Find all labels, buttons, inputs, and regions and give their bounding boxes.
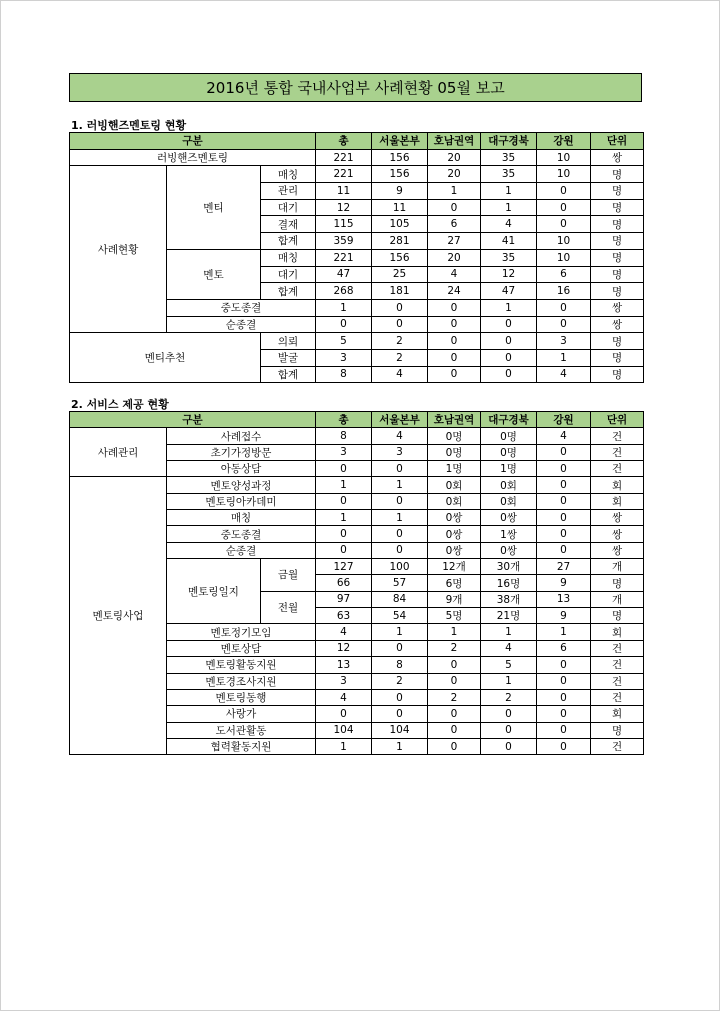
row-label: 멘토링아카데미 [167,493,316,509]
cell: 0 [537,526,591,542]
cell: 0 [537,706,591,722]
cell: 0 [537,738,591,754]
cell: 4 [316,689,372,705]
group-label: 전월 [261,591,316,624]
header-cell: 단위 [591,412,644,428]
cell: 156 [372,149,428,166]
cell: 건 [591,640,644,656]
section-1-heading: 1. 러빙핸즈멘토링 현황 [71,119,187,132]
cell: 1명 [428,461,481,477]
cell: 9개 [428,591,481,607]
cell: 27 [537,559,591,575]
row-label: 의뢰 [261,333,316,350]
table-row [70,428,644,444]
table-row [70,166,644,183]
cell: 115 [316,216,372,233]
cell: 0 [428,316,481,333]
cell: 0 [316,526,372,542]
cell: 3 [316,349,372,366]
cell: 4 [481,640,537,656]
cell: 0 [481,722,537,738]
cell: 0 [537,316,591,333]
cell: 0명 [481,444,537,460]
cell: 0쌍 [428,526,481,542]
cell: 0 [428,673,481,689]
cell: 221 [316,149,372,166]
cell: 5 [316,333,372,350]
cell: 명 [591,366,644,383]
cell: 0 [428,722,481,738]
cell: 쌍 [591,316,644,333]
cell: 명 [591,249,644,266]
row-label: 발굴 [261,349,316,366]
cell: 11 [316,183,372,200]
header-cell: 호남권역 [428,412,481,428]
cell: 0 [537,199,591,216]
cell: 3 [537,333,591,350]
cell: 105 [372,216,428,233]
row-label: 초기가정방문 [167,444,316,460]
cell: 0 [481,738,537,754]
row-label: 사례접수 [167,428,316,444]
cell: 건 [591,444,644,460]
cell: 쌍 [591,526,644,542]
cell: 2 [428,689,481,705]
group-label: 멘토링일지 [167,559,261,624]
row-label: 결재 [261,216,316,233]
cell: 66 [316,575,372,591]
cell: 명 [591,233,644,250]
cell: 0 [316,316,372,333]
cell: 2 [372,333,428,350]
cell: 1 [372,738,428,754]
cell: 0 [428,349,481,366]
header-cell: 단위 [591,133,644,150]
row-label: 합계 [261,366,316,383]
cell: 1 [537,624,591,640]
cell: 0 [372,493,428,509]
cell: 1 [481,299,537,316]
group-label: 멘티추천 [70,333,261,383]
cell: 47 [481,283,537,300]
header-cell: 서울본부 [372,133,428,150]
cell: 97 [316,591,372,607]
cell: 3 [316,673,372,689]
cell: 281 [372,233,428,250]
header-cell: 구분 [70,133,316,150]
cell: 104 [372,722,428,738]
cell: 1쌍 [481,526,537,542]
cell: 1 [537,349,591,366]
cell: 4 [481,216,537,233]
row-label: 매칭 [261,249,316,266]
cell: 0 [428,199,481,216]
header-cell: 총 [316,133,372,150]
row-label: 관리 [261,183,316,200]
cell: 1 [372,624,428,640]
cell: 0 [428,333,481,350]
cell: 0 [316,461,372,477]
cell: 쌍 [591,149,644,166]
row-label: 중도종결 [167,299,316,316]
cell: 2 [372,673,428,689]
cell: 10 [537,249,591,266]
cell: 0명 [428,428,481,444]
cell: 5명 [428,608,481,624]
cell: 건 [591,428,644,444]
group-label: 멘티 [167,166,261,249]
report-title: 2016년 통합 국내사업부 사례현황 05월 보고 [69,73,642,102]
cell: 57 [372,575,428,591]
row-label: 합계 [261,233,316,250]
cell: 4 [537,428,591,444]
cell: 16 [537,283,591,300]
cell: 0 [537,657,591,673]
cell: 24 [428,283,481,300]
header-cell: 서울본부 [372,412,428,428]
cell: 개 [591,591,644,607]
row-label: 순종결 [167,542,316,558]
cell: 0 [428,738,481,754]
cell: 회 [591,477,644,493]
cell: 명 [591,333,644,350]
cell: 3 [372,444,428,460]
cell: 0 [537,493,591,509]
cell: 2 [428,640,481,656]
cell: 명 [591,166,644,183]
mentoring-status-table [69,132,644,383]
cell: 0 [537,461,591,477]
cell: 개 [591,559,644,575]
row-label: 중도종결 [167,526,316,542]
cell: 1 [481,199,537,216]
cell: 0 [537,673,591,689]
cell: 1 [428,183,481,200]
cell: 건 [591,673,644,689]
cell: 0 [372,526,428,542]
cell: 0 [372,542,428,558]
cell: 1명 [481,461,537,477]
cell: 6 [428,216,481,233]
cell: 104 [316,722,372,738]
cell: 0 [537,183,591,200]
cell: 명 [591,283,644,300]
table-row [70,477,644,493]
cell: 1 [316,510,372,526]
cell: 221 [316,249,372,266]
cell: 4 [537,366,591,383]
service-status-table [69,411,644,755]
cell: 0 [537,477,591,493]
cell: 11 [372,199,428,216]
cell: 0 [372,299,428,316]
row-label: 도서관활동 [167,722,316,738]
row-label: 대기 [261,199,316,216]
cell: 0 [537,722,591,738]
table-header-row [70,412,644,428]
cell: 0 [372,689,428,705]
cell: 0쌍 [428,510,481,526]
row-label: 러빙핸즈멘토링 [70,149,316,166]
cell: 0명 [481,428,537,444]
cell: 건 [591,461,644,477]
cell: 35 [481,166,537,183]
row-label: 합계 [261,283,316,300]
cell: 12 [316,640,372,656]
cell: 4 [372,428,428,444]
cell: 0 [372,316,428,333]
cell: 12 [316,199,372,216]
row-label: 멘토경조사지원 [167,673,316,689]
cell: 0 [537,444,591,460]
cell: 4 [316,624,372,640]
cell: 9 [537,575,591,591]
cell: 0 [316,542,372,558]
cell: 5 [481,657,537,673]
cell: 1 [428,624,481,640]
cell: 13 [537,591,591,607]
cell: 0 [316,706,372,722]
cell: 221 [316,166,372,183]
cell: 2 [372,349,428,366]
row-label: 멘토양성과정 [167,477,316,493]
cell: 0쌍 [481,542,537,558]
cell: 회 [591,706,644,722]
cell: 20 [428,166,481,183]
cell: 16명 [481,575,537,591]
cell: 0회 [428,477,481,493]
group-label: 금월 [261,559,316,592]
cell: 1 [481,673,537,689]
cell: 2 [481,689,537,705]
cell: 0쌍 [481,510,537,526]
cell: 0 [537,299,591,316]
header-cell: 대구경북 [481,412,537,428]
cell: 쌍 [591,299,644,316]
cell: 0 [428,657,481,673]
cell: 명 [591,608,644,624]
cell: 47 [316,266,372,283]
cell: 8 [316,366,372,383]
row-label: 아동상담 [167,461,316,477]
group-label: 멘토 [167,249,261,299]
cell: 8 [316,428,372,444]
cell: 10 [537,166,591,183]
cell: 0 [372,461,428,477]
cell: 0 [481,349,537,366]
cell: 0 [428,366,481,383]
cell: 0명 [428,444,481,460]
cell: 0 [372,706,428,722]
cell: 0 [372,640,428,656]
header-cell: 강원 [537,133,591,150]
table-header-row [70,133,644,150]
cell: 0 [537,689,591,705]
cell: 20 [428,149,481,166]
row-label: 멘토링활동지원 [167,657,316,673]
cell: 6 [537,266,591,283]
cell: 명 [591,266,644,283]
cell: 건 [591,738,644,754]
section-2-heading: 2. 서비스 제공 현황 [71,398,169,411]
cell: 54 [372,608,428,624]
row-label: 사랑가 [167,706,316,722]
cell: 건 [591,657,644,673]
cell: 명 [591,199,644,216]
row-label: 멘토상담 [167,640,316,656]
cell: 20 [428,249,481,266]
cell: 6명 [428,575,481,591]
header-cell: 강원 [537,412,591,428]
row-label: 매칭 [261,166,316,183]
cell: 0 [481,316,537,333]
cell: 1 [316,477,372,493]
table-row [70,149,644,166]
cell: 4 [428,266,481,283]
cell: 9 [537,608,591,624]
cell: 명 [591,349,644,366]
cell: 6 [537,640,591,656]
cell: 35 [481,249,537,266]
cell: 21명 [481,608,537,624]
row-label: 대기 [261,266,316,283]
cell: 0 [316,493,372,509]
header-cell: 호남권역 [428,133,481,150]
cell: 회 [591,493,644,509]
group-label: 사례관리 [70,428,167,477]
row-label: 멘토정기모임 [167,624,316,640]
cell: 3 [316,444,372,460]
header-cell: 구분 [70,412,316,428]
cell: 63 [316,608,372,624]
cell: 0회 [481,493,537,509]
row-label: 매칭 [167,510,316,526]
row-label: 멘토링동행 [167,689,316,705]
cell: 0 [481,366,537,383]
cell: 0 [428,706,481,722]
cell: 0쌍 [428,542,481,558]
cell: 명 [591,216,644,233]
cell: 35 [481,149,537,166]
row-label: 순종결 [167,316,316,333]
cell: 1 [481,624,537,640]
cell: 명 [591,722,644,738]
table-row [70,333,644,350]
cell: 12 [481,266,537,283]
cell: 0 [537,510,591,526]
cell: 9 [372,183,428,200]
cell: 84 [372,591,428,607]
cell: 1 [372,477,428,493]
cell: 1 [481,183,537,200]
cell: 41 [481,233,537,250]
cell: 0회 [481,477,537,493]
cell: 25 [372,266,428,283]
row-label: 협력활동지원 [167,738,316,754]
cell: 181 [372,283,428,300]
cell: 27 [428,233,481,250]
cell: 0 [481,706,537,722]
cell: 12개 [428,559,481,575]
cell: 건 [591,689,644,705]
cell: 156 [372,249,428,266]
cell: 8 [372,657,428,673]
cell: 0회 [428,493,481,509]
cell: 156 [372,166,428,183]
cell: 1 [316,299,372,316]
cell: 0 [481,333,537,350]
group-label: 사례현황 [70,166,167,333]
cell: 명 [591,183,644,200]
header-cell: 총 [316,412,372,428]
cell: 1 [372,510,428,526]
cell: 쌍 [591,542,644,558]
cell: 30개 [481,559,537,575]
cell: 4 [372,366,428,383]
cell: 38개 [481,591,537,607]
header-cell: 대구경북 [481,133,537,150]
cell: 359 [316,233,372,250]
cell: 1 [316,738,372,754]
cell: 0 [537,216,591,233]
cell: 100 [372,559,428,575]
cell: 268 [316,283,372,300]
cell: 10 [537,149,591,166]
cell: 0 [428,299,481,316]
group-label: 멘토링사업 [70,477,167,755]
cell: 0 [537,542,591,558]
cell: 쌍 [591,510,644,526]
cell: 회 [591,624,644,640]
cell: 127 [316,559,372,575]
cell: 10 [537,233,591,250]
cell: 13 [316,657,372,673]
cell: 명 [591,575,644,591]
